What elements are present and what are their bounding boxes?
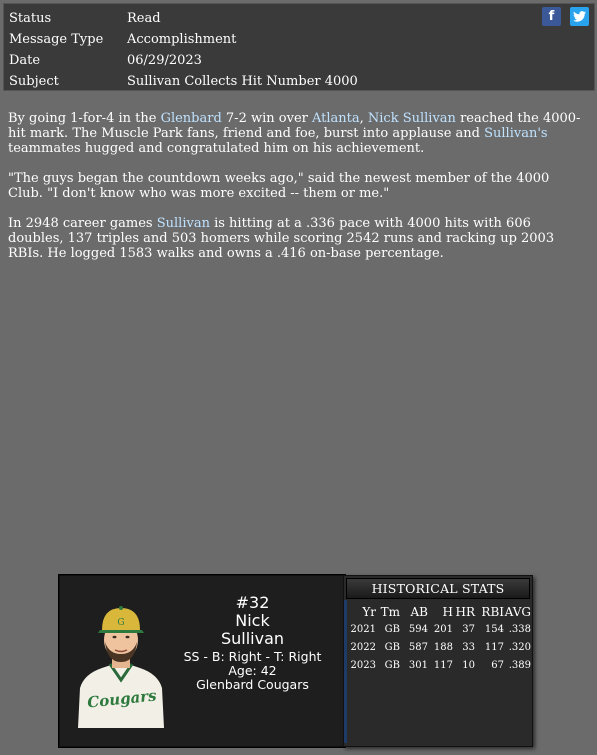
stats-cell: 33: [462, 641, 475, 653]
meta-row-subject: [4, 71, 594, 92]
stats-header: Yr: [362, 604, 376, 619]
stats-cell: 117: [484, 641, 504, 653]
stats-header: RBI: [481, 604, 504, 619]
player-age: Age: 42: [228, 663, 277, 678]
historical-stats-panel: [343, 575, 533, 747]
historical-stats-title: HISTORICAL STATS: [346, 578, 530, 599]
stats-header: AB: [410, 604, 428, 619]
stats-cell: 67: [491, 659, 504, 671]
stats-cell: 594: [408, 623, 428, 635]
jersey-script-text: Cougars: [86, 686, 158, 712]
meta-value: Read: [127, 11, 161, 26]
stats-cell: GB: [384, 641, 400, 653]
player-link[interactable]: Sullivan's: [484, 126, 548, 141]
story-paragraph: [8, 111, 583, 156]
stats-cell: GB: [384, 659, 400, 671]
meta-row-message-type: [4, 29, 594, 50]
meta-key: Status: [9, 11, 52, 26]
stats-row: [348, 620, 531, 638]
stats-cell: .389: [508, 659, 531, 671]
meta-value: 06/29/2023: [127, 53, 202, 68]
meta-value: Accomplishment: [127, 32, 237, 47]
stats-cell: 37: [462, 623, 475, 635]
player-number: #32: [235, 593, 270, 612]
meta-key: Message Type: [9, 32, 104, 47]
meta-value: Sullivan Collects Hit Number 4000: [127, 74, 358, 89]
player-last-name: Sullivan: [220, 629, 285, 648]
story-text: In 2948 career games: [8, 216, 157, 231]
player-card[interactable]: [59, 575, 345, 747]
stats-header: H: [442, 604, 453, 619]
stats-cell: .338: [508, 623, 531, 635]
team-link[interactable]: Glenbard: [160, 111, 222, 126]
stats-header: AVG: [504, 604, 531, 619]
meta-row-date: [4, 50, 594, 71]
story-text: By going 1-for-4 in the: [8, 111, 161, 126]
stats-header: Tm: [380, 604, 400, 619]
stats-cell: 2021: [350, 623, 376, 635]
stats-row: [348, 638, 531, 656]
player-link[interactable]: Nick Sullivan: [367, 111, 456, 126]
stats-cell: 201: [433, 623, 453, 635]
meta-row-status: [4, 8, 594, 29]
stats-cell: 587: [408, 641, 428, 653]
opponent-link[interactable]: Atlanta: [311, 111, 360, 126]
story-text: 7-2 win over: [221, 111, 312, 126]
facebook-share-icon[interactable]: f: [542, 7, 561, 26]
story-text: teammates hugged and congratulated him on his achievement.: [8, 141, 425, 156]
player-position-bats-throws: SS - B: Right - T: Right: [183, 649, 322, 664]
stats-cell: .320: [508, 641, 531, 653]
message-meta-panel: [3, 3, 595, 91]
stats-cell: 117: [433, 659, 453, 671]
meta-key: Subject: [9, 74, 59, 89]
player-first-name: Nick: [235, 611, 270, 630]
stats-cell: 188: [433, 641, 453, 653]
story-text: is hitting at a .336 pace with 4000 hits with 606 doubles, 137 triples and 503 homers while scoring 2542 runs and racking up 2003 RBIs. He logged 1583 walks and owns a .416 on-base percentage.: [8, 216, 555, 261]
stats-row: [348, 656, 531, 674]
player-portrait-image: [76, 596, 166, 728]
player-info: [175, 594, 330, 692]
stats-cell: 154: [484, 623, 504, 635]
stats-cell: 301: [408, 659, 428, 671]
historical-stats-table: [348, 603, 531, 674]
cap-logo-text: G: [117, 618, 125, 628]
stats-cell: GB: [384, 623, 400, 635]
stats-cell: 2022: [350, 641, 376, 653]
stats-cell: 10: [462, 659, 475, 671]
player-link[interactable]: Sullivan: [156, 216, 210, 231]
twitter-bird-icon: [573, 11, 586, 22]
player-portrait: [76, 596, 166, 728]
stats-header: HR: [455, 604, 475, 619]
player-team: Glenbard Cougars: [196, 677, 309, 692]
story-text: ,: [359, 111, 368, 126]
story-text: reached the 4000-hit mark. The Muscle Park fans, friend and foe, burst into applause and: [8, 111, 581, 141]
message-body: [8, 111, 583, 276]
story-quote: "The guys began the countdown weeks ago," said the newest member of the 4000 Club. "I don't know who was more excited -- them or me.": [8, 171, 550, 201]
twitter-share-icon[interactable]: [570, 7, 589, 26]
stats-cell: 2023: [350, 659, 376, 671]
meta-key: Date: [9, 53, 41, 68]
stats-panel-edge: [344, 600, 347, 743]
story-paragraph: [8, 216, 583, 261]
stats-header-row: [348, 603, 531, 620]
